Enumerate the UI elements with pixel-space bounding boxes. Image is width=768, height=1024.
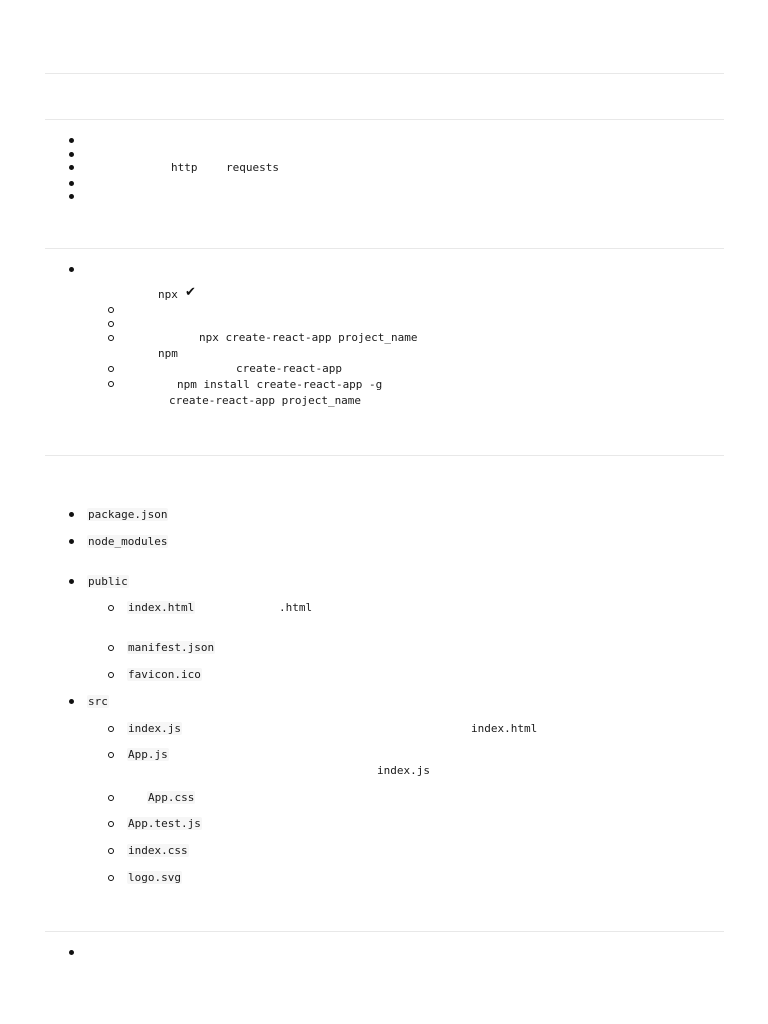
sub-bullet [108, 335, 114, 341]
sub-bullet [108, 875, 114, 881]
npx-command: npx create-react-app project_name [199, 331, 418, 344]
bullet [69, 181, 74, 186]
manifest-json: manifest.json [128, 641, 215, 654]
src-folder: src [88, 695, 108, 708]
index-js: index.js [128, 722, 181, 735]
bullet [69, 539, 74, 544]
sub-bullet [108, 821, 114, 827]
sub-bullet [108, 366, 114, 372]
npx-label: npx [158, 288, 178, 301]
html-ext: .html [279, 601, 313, 614]
cra-package: create-react-app [236, 362, 342, 375]
bullet [69, 579, 74, 584]
sub-bullet [108, 321, 114, 327]
bullet [69, 267, 74, 272]
divider-5 [45, 931, 724, 932]
app-test-js: App.test.js [128, 817, 201, 830]
divider-4 [45, 455, 724, 456]
sub-bullet [108, 605, 114, 611]
bullet [69, 138, 74, 143]
sub-bullet [108, 726, 114, 732]
npm-label: npm [158, 347, 178, 360]
node-modules: node_modules [88, 535, 168, 548]
app-css: App.css [148, 791, 195, 804]
bullet [69, 152, 74, 157]
sub-bullet [108, 672, 114, 678]
bullet [69, 194, 74, 199]
bullet [69, 699, 74, 704]
sub-bullet [108, 795, 114, 801]
divider-1 [45, 73, 724, 74]
public-folder: public [88, 575, 128, 588]
bullet [69, 950, 74, 955]
package-json: package.json [88, 508, 168, 521]
requests-text: requests [226, 161, 279, 174]
index-css: index.css [128, 844, 188, 857]
sub-bullet [108, 307, 114, 313]
sub-bullet [108, 381, 114, 387]
favicon-ico: favicon.ico [128, 668, 201, 681]
bullet [69, 512, 74, 517]
bullet [69, 165, 74, 170]
app-js: App.js [128, 748, 168, 761]
logo-svg: logo.svg [128, 871, 181, 884]
sub-bullet [108, 645, 114, 651]
npm-install-command: npm install create-react-app -g [177, 378, 383, 391]
check-icon: ✔ [185, 285, 196, 300]
sub-bullet [108, 752, 114, 758]
cra-command: create-react-app project_name [169, 394, 362, 407]
index-js-ref: index.js [377, 764, 430, 777]
index-html-ref: index.html [471, 722, 538, 735]
divider-3 [45, 248, 724, 249]
index-html: index.html [128, 601, 195, 614]
divider-2 [45, 119, 724, 120]
http-text: http [171, 161, 198, 174]
sub-bullet [108, 848, 114, 854]
